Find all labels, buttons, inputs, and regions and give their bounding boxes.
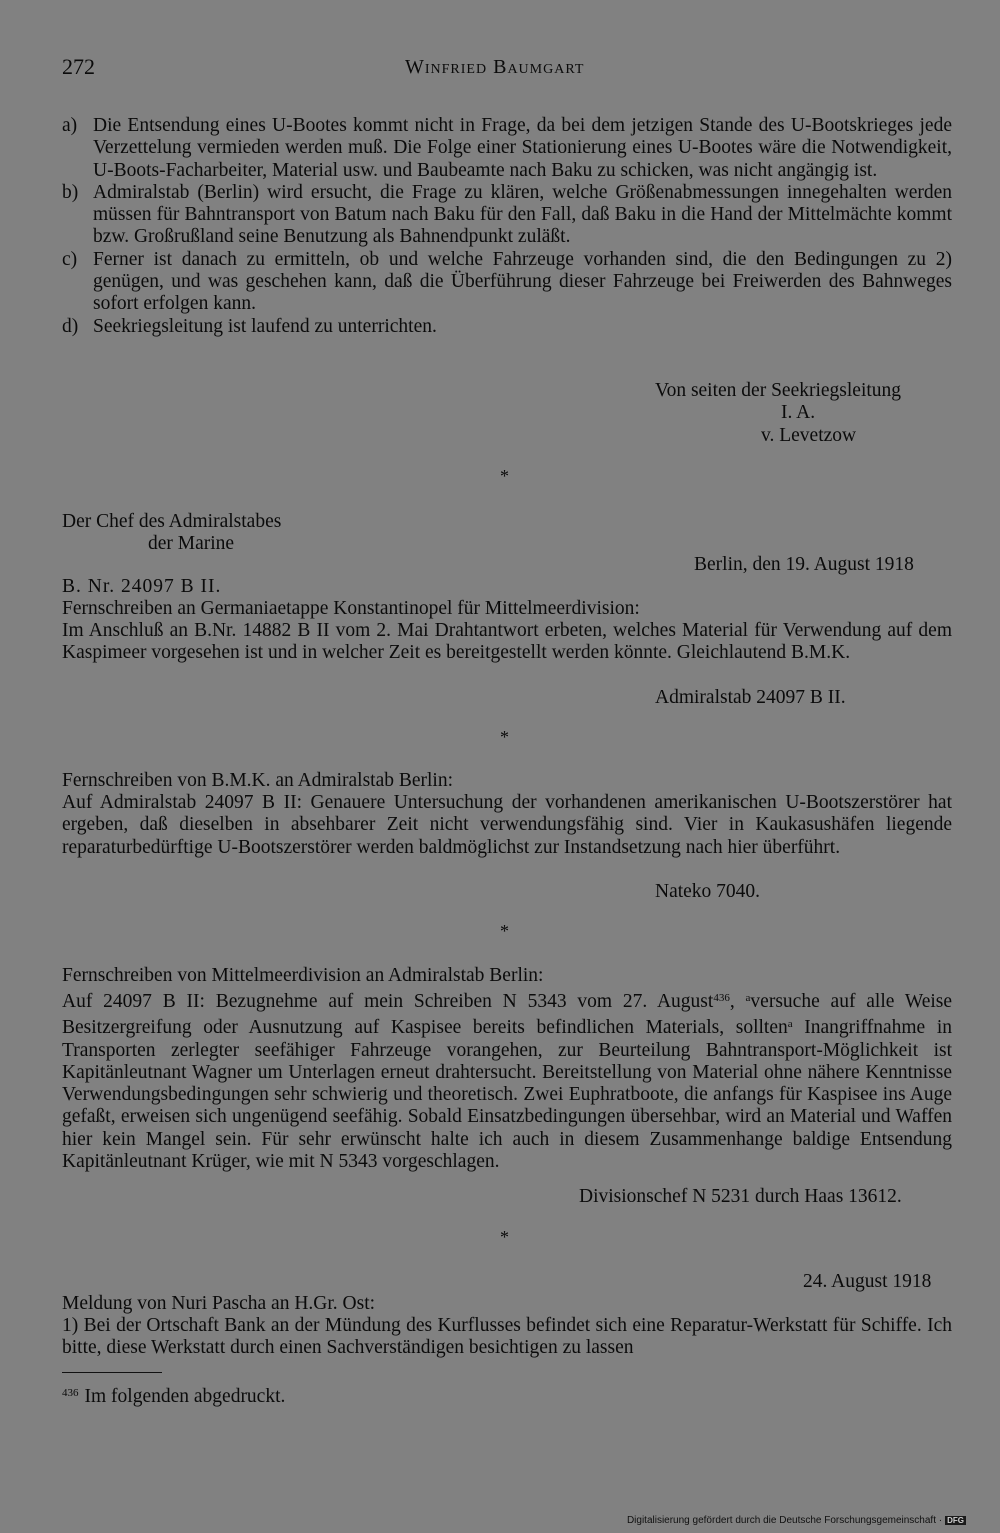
sender-line: Der Chef des Admiralstabes — [62, 511, 282, 532]
list-item — [62, 316, 952, 338]
sender-line: der Marine — [148, 533, 235, 554]
document-heading: Fernschreiben von Mittelmeerdivision an Admiralstab Berlin: — [62, 965, 544, 986]
place-date: Berlin, den 19. August 1918 — [694, 554, 914, 575]
page-number: 272 — [62, 54, 95, 79]
footnote-reference: 436 — [713, 992, 730, 1004]
signature-line: Von seiten der Seekriegsleitung — [655, 380, 902, 401]
list-text: Ferner ist danach zu ermitteln, ob und welche Fahrzeuge vorhanden sind, die den Bedingungen zu 2) genügen, und was geschehen kann, daß die Überführung dieser Fahrzeuge bei Freiwerden des Bahnweges sofort erfolgen kann. — [93, 248, 952, 315]
document-date: 24. August 1918 — [803, 1271, 932, 1292]
list-item — [62, 182, 952, 249]
text-variant-marker: a — [745, 992, 751, 1004]
list-marker: c) — [62, 248, 78, 270]
footnote-number: 436 — [62, 1387, 79, 1399]
text-variant-marker: a — [787, 1018, 793, 1031]
document-body: Im Anschluß an B.Nr. 14882 B II vom 2. Mai Drahtantwort erbeten, welches Material für Verwendung auf dem Kaspimeer vorgesehen ist und in welcher Zeit es bereitgestellt werden könnte. Gleichlautend B.M.K. — [62, 620, 952, 664]
document-signature: Nateko 7040. — [655, 881, 761, 902]
section-separator: * — [500, 727, 509, 747]
dfg-logo: DFG — [947, 1516, 964, 1525]
list-item — [62, 249, 952, 316]
document-signature: Divisionschef N 5231 durch Haas 13612. — [579, 1186, 902, 1207]
body-text: Inangriffnahme in Transporten zerlegter seefähiger Fahrzeuge vorangehen, zur Beurteilung Bahntransport-Möglichkeit ist Kapitänleutnant Wagner um Unterlagen erneut drahtersucht. Bereitstellung von Material ohne nähere Kenntnisse Verwendungsbedingungen sehr schwierig und theoretisch. Zwei Euphratboote, die anfangs für Kaspisee ins Auge gefaßt, erweisen sich ungenügend seefähig. Sobald Einsatzbedingungen übersehbar, wird an Material und Waffen hier kein Mangel sein. Für sehr erwünscht halte ich auch in diesem Zusammenhange baldige Entsendung Kapitänleutnant Krüger, wie mit N 5343 vorgeschlagen. — [62, 1017, 953, 1173]
document-signature: Admiralstab 24097 B II. — [655, 687, 846, 708]
section-separator: * — [500, 921, 509, 941]
list-marker: d) — [62, 315, 79, 337]
document-heading: Fernschreiben von B.M.K. an Admiralstab Berlin: — [62, 770, 454, 791]
footnote-text: Im folgenden abgedruckt. — [84, 1386, 286, 1407]
list-marker: a) — [62, 115, 78, 136]
section-separator: * — [500, 466, 509, 486]
document-body: 1) Bei der Ortschaft Bank an der Mündung des Kurflusses befindet sich eine Reparatur-Werkstatt für Schiffe. Ich bitte, diese Werkstatt durch einen Sachverständigen besichtigen zu lassen — [62, 1315, 952, 1359]
body-text: versuche auf alle Weise Besitzergreifung oder Ausnutzung auf Kaspisee bereits befindlichen Materials, sollten — [62, 991, 953, 1039]
document-body: Auf 24097 B II: Bezugnehme auf mein Schreiben N 5343 vom 27. August$^{436}$, $^a$versuche auf alle Weise Besitzergreifung oder Ausnutzung auf Kaspisee bereits befindlichen Materials, sollten$^a$ Inangriffnahme in Transporten zerlegter seefähiger Fahrzeuge vorangehen, zur Beurteilung Bahntransport-Möglichkeit ist Kapitänleutnant Wagner um Unterlagen erneut drahtersucht. Bereitstellung von Material ohne nähere Kenntnisse Verwendungsbedingungen sehr schwierig und theoretisch. Zwei Euphratboote, die anfangs für Kaspisee ins Auge gefaßt, erweisen sich ungenügend seefähig. Sobald Einsatzbedingungen übersehbar, wird an Material und Waffen hier kein Mangel sein. Für sehr erwünscht halte ich auch in diesem Zusammenhange baldige Entsendung Kapitänleutnant Krüger, wie mit N 5343 vorgeschlagen. — [62, 991, 953, 1173]
list-marker: b) — [62, 181, 79, 203]
signature-line: I. A. — [781, 402, 816, 423]
section-separator: * — [500, 1227, 509, 1247]
body-text: Auf 24097 B II: Bezugnehme auf mein Schreiben N 5343 vom 27. August — [62, 991, 714, 1012]
footnote — [62, 1386, 285, 1408]
document-body: Auf Admiralstab 24097 B II: Genauere Untersuchung der vorhandenen amerikanischen U-Bootszerstörer hat ergeben, daß dieselben in absehbarer Zeit nicht verwendungsfähig sind. Vier in Kaukasushäfen liegende reparaturbedürftige U-Bootszerstörer werden baldmöglichst zur Instandsetzung nach hier überführt. — [62, 792, 952, 858]
running-head-author: Winfried Baumgart — [405, 56, 585, 78]
reference-number: B. Nr. 24097 B II. — [62, 576, 222, 597]
list-text: Seekriegsleitung ist laufend zu unterrichten. — [93, 315, 437, 337]
numbered-list — [62, 115, 952, 338]
list-item — [62, 115, 952, 182]
list-text: Die Entsendung eines U-Bootes kommt nicht in Frage, da bei dem jetzigen Stande des U-Bootskrieges jede Verzettelung vermieden werden muß. Die Folge einer Stationierung eines U-Bootes wäre die Notwendigkeit, U-Boots-Facharbeiter, Material usw. und Baubeamte nach Baku zu schicken, was nicht angängig ist. — [93, 115, 952, 181]
footnote-rule — [62, 1372, 162, 1373]
signature-name: v. Levetzow — [761, 425, 857, 446]
digitization-credit — [627, 1515, 966, 1526]
document-heading: Fernschreiben an Germaniaetappe Konstantinopel für Mittelmeerdivision: — [62, 598, 640, 619]
list-text: Admiralstab (Berlin) wird ersucht, die Frage zu klären, welche Größenabmessungen innegehalten werden müssen für Bahntransport von Batum nach Baku für den Fall, daß Baku in die Hand der Mittelmächte kommt bzw. Großrußland seine Benutzung als Bahnendpunkt zuläßt. — [93, 181, 952, 248]
document-heading: Meldung von Nuri Pascha an H.Gr. Ost: — [62, 1293, 376, 1314]
credit-text: Digitalisierung gefördert durch die Deutsche Forschungsgemeinschaft · — [626, 1515, 943, 1526]
